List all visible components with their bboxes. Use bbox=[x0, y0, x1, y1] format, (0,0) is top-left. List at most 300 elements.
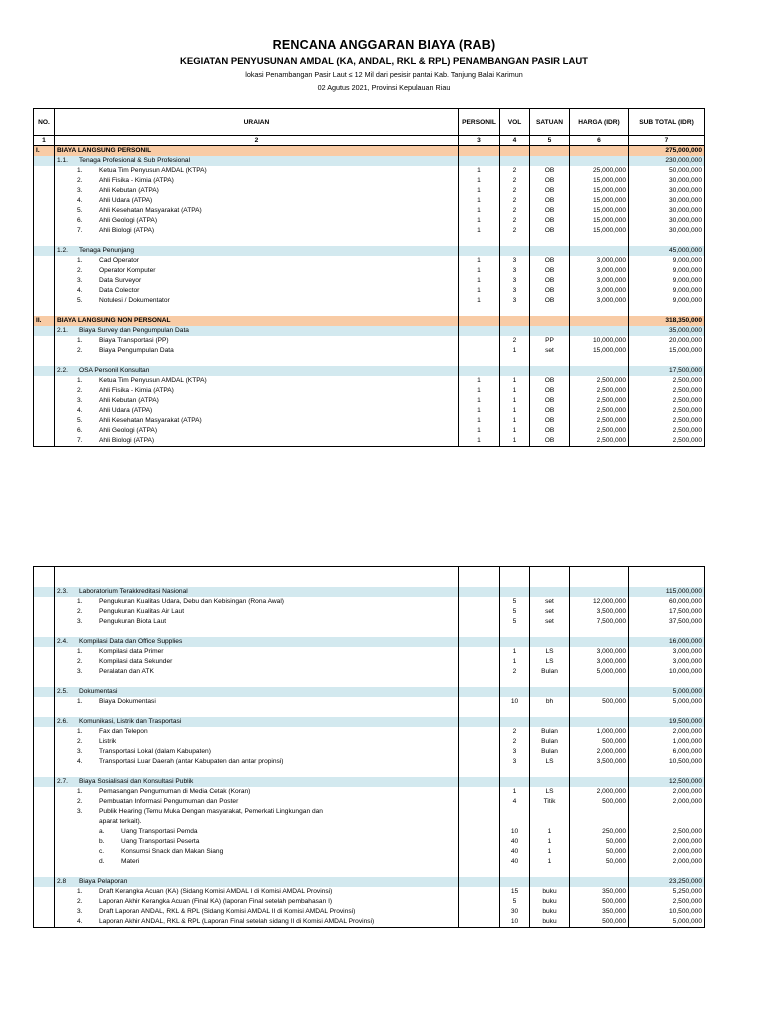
column-header-vol: VOL bbox=[500, 109, 530, 136]
item-label: Peralatan dan ATK bbox=[99, 668, 154, 675]
empty-cell bbox=[459, 817, 500, 827]
empty-cell bbox=[459, 316, 500, 326]
vol-cell: 5 bbox=[500, 617, 530, 627]
empty-cell bbox=[34, 637, 55, 647]
subtotal-cell: 2,500,000 bbox=[629, 406, 705, 416]
subcategory-total: 45,000,000 bbox=[629, 246, 705, 256]
satuan-cell: OB bbox=[530, 186, 570, 196]
harga-cell: 50,000 bbox=[570, 857, 629, 867]
personil-cell bbox=[459, 346, 500, 356]
subtotal-cell: 9,000,000 bbox=[629, 256, 705, 266]
empty-cell bbox=[459, 146, 500, 157]
empty-cell bbox=[55, 306, 459, 316]
empty-cell bbox=[34, 266, 55, 276]
empty-cell bbox=[570, 306, 629, 316]
table-row bbox=[34, 386, 705, 396]
empty-cell bbox=[55, 677, 459, 687]
subtotal-cell: 30,000,000 bbox=[629, 226, 705, 236]
empty-cell bbox=[459, 717, 500, 727]
subcategory-row bbox=[34, 587, 705, 597]
empty-cell bbox=[570, 146, 629, 157]
satuan-cell: OB bbox=[530, 206, 570, 216]
item-cell bbox=[55, 176, 459, 186]
subcategory-label: Biaya Sosialisasi dan Konsultasi Publik bbox=[79, 778, 194, 785]
empty-cell bbox=[570, 587, 629, 597]
harga-cell: 12,000,000 bbox=[570, 597, 629, 607]
column-number-row bbox=[34, 136, 705, 146]
item-cell bbox=[55, 907, 459, 917]
subtotal-cell: 30,000,000 bbox=[629, 206, 705, 216]
table-row bbox=[34, 697, 705, 707]
subcategory-total: 35,000,000 bbox=[629, 326, 705, 336]
item-number: a. bbox=[99, 828, 105, 835]
harga-cell: 2,000,000 bbox=[570, 747, 629, 757]
empty-cell bbox=[570, 767, 629, 777]
harga-cell: 350,000 bbox=[570, 887, 629, 897]
vol-cell: 3 bbox=[500, 296, 530, 306]
table-row bbox=[34, 266, 705, 276]
empty-cell bbox=[55, 577, 459, 587]
satuan-cell: Bulan bbox=[530, 727, 570, 737]
item-number: 6. bbox=[77, 217, 83, 224]
table-row bbox=[34, 216, 705, 226]
empty-cell bbox=[459, 577, 500, 587]
item-number: 1. bbox=[77, 788, 83, 795]
vol-cell: 1 bbox=[500, 416, 530, 426]
empty-cell bbox=[530, 877, 570, 887]
empty-cell bbox=[570, 356, 629, 366]
empty-cell bbox=[570, 687, 629, 697]
personil-cell: 1 bbox=[459, 256, 500, 266]
item-label: Transportasi Luar Daerah (antar Kabupaten dan antar propinsi) bbox=[99, 758, 284, 765]
item-label: Kompilasi data Sekunder bbox=[99, 658, 173, 665]
item-cell bbox=[55, 286, 459, 296]
empty-cell bbox=[34, 697, 55, 707]
item-cell bbox=[55, 647, 459, 657]
satuan-cell: LS bbox=[530, 647, 570, 657]
category-number: I. bbox=[34, 146, 55, 157]
table-row bbox=[34, 727, 705, 737]
table-row bbox=[34, 396, 705, 406]
satuan-cell: OB bbox=[530, 296, 570, 306]
empty-cell bbox=[629, 627, 705, 637]
item-cell bbox=[55, 396, 459, 406]
empty-cell bbox=[530, 867, 570, 877]
empty-cell bbox=[34, 246, 55, 256]
item-label: Ahli Kebutan (ATPA) bbox=[99, 397, 159, 404]
vol-cell: 2 bbox=[500, 166, 530, 176]
item-number: 2. bbox=[77, 608, 83, 615]
subcategory-number: 1.1. bbox=[57, 157, 68, 164]
column-header-satuan: SATUAN bbox=[530, 109, 570, 136]
empty-cell bbox=[570, 877, 629, 887]
subcategory-row bbox=[34, 717, 705, 727]
empty-cell bbox=[34, 426, 55, 436]
harga-cell: 15,000,000 bbox=[570, 186, 629, 196]
personil-cell bbox=[459, 697, 500, 707]
item-label: Pemasangan Pengumuman di Media Cetak (Koran) bbox=[99, 788, 251, 795]
item-label: Ahli Kesehatan Masyarakat (ATPA) bbox=[99, 417, 202, 424]
harga-cell: 350,000 bbox=[570, 907, 629, 917]
table-row bbox=[34, 256, 705, 266]
satuan-cell: buku bbox=[530, 917, 570, 928]
empty-cell bbox=[34, 837, 55, 847]
harga-cell: 50,000 bbox=[570, 847, 629, 857]
empty-cell bbox=[34, 617, 55, 627]
harga-cell: 1,000,000 bbox=[570, 727, 629, 737]
subtotal-cell bbox=[629, 807, 705, 817]
empty-cell bbox=[500, 627, 530, 637]
item-cell bbox=[55, 917, 459, 928]
table-row bbox=[34, 787, 705, 797]
vol-cell: 1 bbox=[500, 406, 530, 416]
table-body-part-1 bbox=[34, 146, 705, 447]
empty-cell bbox=[500, 877, 530, 887]
project-location: lokasi Penambangan Pasir Laut ≤ 12 Mil dari pesisir pantai Kab. Tanjung Balai Karimun bbox=[245, 70, 523, 79]
empty-cell bbox=[34, 236, 55, 246]
subtotal-cell: 2,500,000 bbox=[629, 396, 705, 406]
empty-cell bbox=[34, 376, 55, 386]
satuan-cell: OB bbox=[530, 426, 570, 436]
category-row bbox=[34, 316, 705, 326]
empty-cell bbox=[530, 587, 570, 597]
personil-cell: 1 bbox=[459, 426, 500, 436]
table-row bbox=[34, 296, 705, 306]
column-header-subtotal: SUB TOTAL (IDR) bbox=[629, 109, 705, 136]
personil-cell: 1 bbox=[459, 416, 500, 426]
empty-cell bbox=[34, 166, 55, 176]
vol-cell: 5 bbox=[500, 607, 530, 617]
empty-cell bbox=[629, 767, 705, 777]
item-number: 1. bbox=[77, 698, 83, 705]
empty-cell bbox=[34, 336, 55, 346]
empty-cell bbox=[500, 356, 530, 366]
table-row bbox=[34, 897, 705, 907]
empty-cell bbox=[34, 396, 55, 406]
subtotal-cell: 37,500,000 bbox=[629, 617, 705, 627]
item-label: Fax dan Telepon bbox=[99, 728, 148, 735]
item-label: Ahli Fisika - Kimia (ATPA) bbox=[99, 387, 174, 394]
harga-cell: 500,000 bbox=[570, 897, 629, 907]
harga-cell: 25,000,000 bbox=[570, 166, 629, 176]
vol-cell: 1 bbox=[500, 386, 530, 396]
empty-cell bbox=[530, 767, 570, 777]
satuan-cell: buku bbox=[530, 897, 570, 907]
harga-cell: 3,000,000 bbox=[570, 647, 629, 657]
table-row bbox=[34, 907, 705, 917]
subcategory-label: Kompilasi Data dan Office Supplies bbox=[79, 638, 183, 645]
item-cell bbox=[55, 346, 459, 356]
harga-cell: 50,000 bbox=[570, 837, 629, 847]
vol-cell: 30 bbox=[500, 907, 530, 917]
empty-cell bbox=[570, 637, 629, 647]
item-cell bbox=[55, 336, 459, 346]
vol-cell: 2 bbox=[500, 206, 530, 216]
item-label: Ketua Tim Penyusun AMDAL (KTPA) bbox=[99, 167, 207, 174]
item-cell bbox=[55, 887, 459, 897]
item-label: Ahli Biologi (ATPA) bbox=[99, 437, 155, 444]
category-label: BIAYA LANGSUNG PERSONIL bbox=[55, 146, 459, 157]
document-title: RENCANA ANGGARAN BIAYA (RAB) bbox=[272, 38, 496, 52]
budget-table-part-1 bbox=[33, 108, 705, 447]
subcategory-cell bbox=[55, 687, 459, 697]
subtotal-cell: 30,000,000 bbox=[629, 186, 705, 196]
subcategory-number: 2.1. bbox=[57, 327, 68, 334]
empty-cell bbox=[570, 316, 629, 326]
empty-cell bbox=[34, 747, 55, 757]
satuan-cell: LS bbox=[530, 757, 570, 767]
vol-cell: 3 bbox=[500, 256, 530, 266]
subtotal-cell: 3,000,000 bbox=[629, 647, 705, 657]
harga-cell: 2,500,000 bbox=[570, 396, 629, 406]
empty-cell bbox=[459, 306, 500, 316]
item-number: 3. bbox=[77, 618, 83, 625]
personil-cell: 1 bbox=[459, 276, 500, 286]
empty-cell bbox=[459, 767, 500, 777]
subtotal-cell: 30,000,000 bbox=[629, 176, 705, 186]
empty-cell bbox=[530, 717, 570, 727]
empty-cell bbox=[34, 296, 55, 306]
empty-cell bbox=[570, 156, 629, 166]
personil-cell bbox=[459, 887, 500, 897]
item-label: Ahli Fisika - Kimia (ATPA) bbox=[99, 177, 174, 184]
item-cell bbox=[55, 787, 459, 797]
item-number: 3. bbox=[77, 397, 83, 404]
item-label: Kompilasi data Primer bbox=[99, 648, 164, 655]
table-row bbox=[34, 206, 705, 216]
satuan-cell: OB bbox=[530, 386, 570, 396]
vol-cell: 5 bbox=[500, 897, 530, 907]
blank-row bbox=[34, 627, 705, 637]
empty-cell bbox=[34, 356, 55, 366]
table-header-row bbox=[34, 109, 705, 136]
personil-cell bbox=[459, 607, 500, 617]
vol-cell: 10 bbox=[500, 697, 530, 707]
empty-cell bbox=[530, 817, 570, 827]
table-body-part-2 bbox=[34, 577, 705, 928]
item-cell bbox=[55, 206, 459, 216]
empty-cell bbox=[629, 236, 705, 246]
personil-cell bbox=[459, 757, 500, 767]
satuan-cell: Bulan bbox=[530, 747, 570, 757]
personil-cell bbox=[459, 737, 500, 747]
harga-cell: 500,000 bbox=[570, 917, 629, 928]
item-label: Cad Operator bbox=[99, 257, 139, 264]
empty-cell bbox=[459, 677, 500, 687]
subtotal-cell: 6,000,000 bbox=[629, 747, 705, 757]
satuan-cell: buku bbox=[530, 887, 570, 897]
subcategory-cell bbox=[55, 326, 459, 336]
subcategory-label: Laboratorium Terakkreditasi Nasional bbox=[79, 588, 188, 595]
empty-cell bbox=[34, 787, 55, 797]
empty-cell bbox=[34, 286, 55, 296]
item-cell bbox=[55, 597, 459, 607]
empty-cell bbox=[500, 577, 530, 587]
subcategory-label: Komunikasi, Listrik dan Trasportasi bbox=[79, 718, 182, 725]
table-row bbox=[34, 667, 705, 677]
empty-cell bbox=[500, 306, 530, 316]
blank-row bbox=[34, 767, 705, 777]
empty-cell bbox=[570, 577, 629, 587]
budget-table-part-2 bbox=[33, 566, 705, 928]
item-label: Biaya Dokumentasi bbox=[99, 698, 156, 705]
subcategory-total: 12,500,000 bbox=[629, 777, 705, 787]
empty-cell bbox=[34, 767, 55, 777]
subcategory-row bbox=[34, 877, 705, 887]
table-row bbox=[34, 857, 705, 867]
harga-cell: 15,000,000 bbox=[570, 176, 629, 186]
empty-cell bbox=[34, 186, 55, 196]
empty-cell bbox=[629, 577, 705, 587]
subtotal-cell: 5,000,000 bbox=[629, 697, 705, 707]
empty-cell bbox=[530, 236, 570, 246]
satuan-cell: OB bbox=[530, 256, 570, 266]
empty-cell bbox=[34, 847, 55, 857]
table-row bbox=[34, 186, 705, 196]
table-row bbox=[34, 276, 705, 286]
column-number: 5 bbox=[530, 136, 570, 146]
vol-cell: 2 bbox=[500, 226, 530, 236]
satuan-cell: buku bbox=[530, 907, 570, 917]
harga-cell: 2,500,000 bbox=[570, 426, 629, 436]
satuan-cell: 1 bbox=[530, 857, 570, 867]
empty-cell bbox=[530, 326, 570, 336]
harga-cell: 15,000,000 bbox=[570, 226, 629, 236]
subtotal-cell: 2,500,000 bbox=[629, 376, 705, 386]
document-date: 02 Agutus 2021, Provinsi Kepulauan Riau bbox=[317, 83, 451, 92]
item-cell bbox=[55, 737, 459, 747]
empty-cell bbox=[570, 817, 629, 827]
empty-cell bbox=[34, 276, 55, 286]
item-label: Pengukuran Kualitas Air Laut bbox=[99, 608, 185, 615]
vol-cell: 1 bbox=[500, 787, 530, 797]
empty-cell bbox=[459, 326, 500, 336]
subtotal-cell: 2,000,000 bbox=[629, 837, 705, 847]
vol-cell bbox=[500, 807, 530, 817]
vol-cell: 2 bbox=[500, 727, 530, 737]
empty-cell bbox=[34, 647, 55, 657]
item-number: 3. bbox=[77, 277, 83, 284]
item-cell bbox=[55, 266, 459, 276]
item-number: 2. bbox=[77, 658, 83, 665]
item-label: Ahli Kesehatan Masyarakat (ATPA) bbox=[99, 207, 202, 214]
satuan-cell: Bulan bbox=[530, 737, 570, 747]
table-row bbox=[34, 226, 705, 236]
empty-cell bbox=[55, 356, 459, 366]
item-label: Laporan Akhir Kerangka Acuan (Final KA) (laporan Final setelah pembahasan I) bbox=[99, 898, 333, 905]
subtotal-cell: 20,000,000 bbox=[629, 336, 705, 346]
vol-cell: 2 bbox=[500, 737, 530, 747]
item-label: Pembuatan Informasi Pengumuman dan Poster bbox=[99, 798, 239, 805]
item-cell bbox=[55, 807, 459, 817]
item-cell bbox=[55, 797, 459, 807]
item-cell bbox=[55, 727, 459, 737]
item-number: 2. bbox=[77, 387, 83, 394]
item-cell bbox=[55, 697, 459, 707]
empty-cell bbox=[459, 356, 500, 366]
harga-cell: 250,000 bbox=[570, 827, 629, 837]
empty-cell bbox=[34, 687, 55, 697]
subtotal-cell: 15,000,000 bbox=[629, 346, 705, 356]
personil-cell: 1 bbox=[459, 376, 500, 386]
table-row bbox=[34, 426, 705, 436]
vol-cell: 2 bbox=[500, 176, 530, 186]
subcategory-number: 2.3. bbox=[57, 588, 68, 595]
table-row bbox=[34, 647, 705, 657]
item-cell bbox=[55, 296, 459, 306]
subtotal-cell: 2,500,000 bbox=[629, 416, 705, 426]
subtotal-cell: 2,500,000 bbox=[629, 897, 705, 907]
item-number: 2. bbox=[77, 738, 83, 745]
personil-cell bbox=[459, 897, 500, 907]
vol-cell: 1 bbox=[500, 346, 530, 356]
personil-cell bbox=[459, 917, 500, 928]
blank-row bbox=[34, 306, 705, 316]
item-label: Uang Transportasi Peserta bbox=[121, 838, 200, 845]
personil-cell bbox=[459, 797, 500, 807]
empty-cell bbox=[500, 637, 530, 647]
table-row bbox=[34, 346, 705, 356]
personil-cell bbox=[459, 847, 500, 857]
empty-cell bbox=[570, 717, 629, 727]
vol-cell: 40 bbox=[500, 847, 530, 857]
empty-cell bbox=[500, 236, 530, 246]
item-cell bbox=[55, 226, 459, 236]
empty-cell bbox=[459, 587, 500, 597]
table-row bbox=[34, 757, 705, 767]
personil-cell bbox=[459, 837, 500, 847]
column-number: 4 bbox=[500, 136, 530, 146]
harga-cell: 10,000,000 bbox=[570, 336, 629, 346]
empty-cell bbox=[34, 797, 55, 807]
empty-cell bbox=[530, 316, 570, 326]
empty-cell bbox=[34, 577, 55, 587]
empty-cell bbox=[34, 627, 55, 637]
vol-cell: 2 bbox=[500, 186, 530, 196]
empty-cell bbox=[530, 707, 570, 717]
satuan-cell: OB bbox=[530, 406, 570, 416]
empty-cell bbox=[34, 176, 55, 186]
empty-cell bbox=[530, 246, 570, 256]
empty-cell bbox=[530, 146, 570, 157]
vol-cell: 4 bbox=[500, 797, 530, 807]
subcategory-number: 2.7. bbox=[57, 778, 68, 785]
empty-cell bbox=[34, 907, 55, 917]
subtotal-cell: 2,000,000 bbox=[629, 727, 705, 737]
satuan-cell: OB bbox=[530, 276, 570, 286]
item-label: Pengukuran Biota Laut bbox=[99, 618, 167, 625]
satuan-cell: OB bbox=[530, 226, 570, 236]
column-header-harga: HARGA (IDR) bbox=[570, 109, 629, 136]
column-header-personil: PERSONIL bbox=[459, 109, 500, 136]
satuan-cell: OB bbox=[530, 196, 570, 206]
empty-cell bbox=[34, 256, 55, 266]
item-number: 2. bbox=[77, 798, 83, 805]
column-number: 1 bbox=[34, 136, 55, 146]
satuan-cell: OB bbox=[530, 416, 570, 426]
vol-cell: 40 bbox=[500, 857, 530, 867]
satuan-cell: LS bbox=[530, 657, 570, 667]
item-number: 1. bbox=[77, 377, 83, 384]
item-label: Materi bbox=[121, 858, 140, 865]
satuan-cell: PP bbox=[530, 336, 570, 346]
satuan-cell: OB bbox=[530, 166, 570, 176]
table-row bbox=[34, 737, 705, 747]
personil-cell bbox=[459, 907, 500, 917]
empty-cell bbox=[530, 306, 570, 316]
empty-cell bbox=[570, 236, 629, 246]
empty-cell bbox=[34, 587, 55, 597]
